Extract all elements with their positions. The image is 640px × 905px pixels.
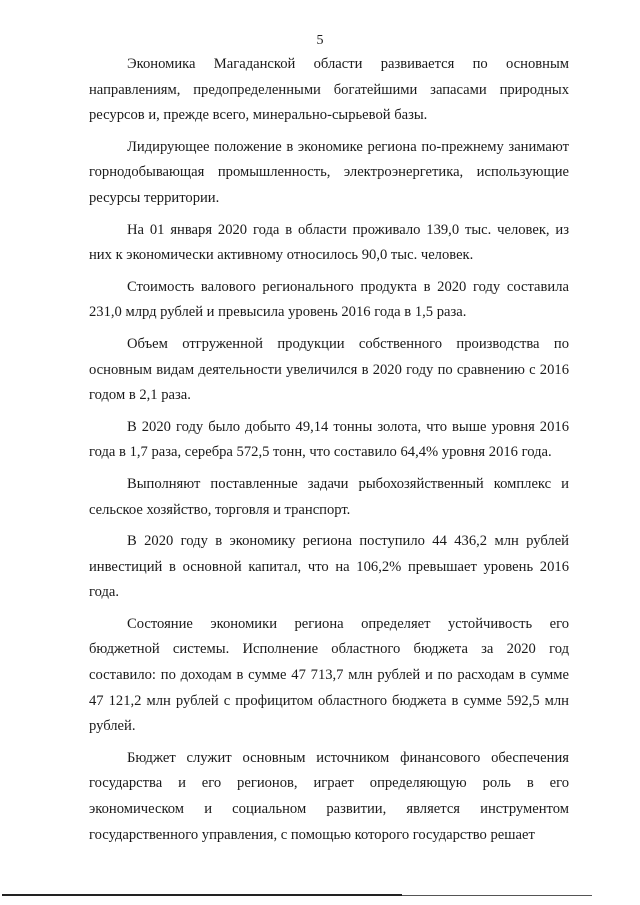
paragraph-other-sectors: Выполняют поставленные задачи рыбохозяйственный комплекс и сельское хозяйство, торговля и транспорт. [89,475,569,518]
paragraph-population: На 01 января 2020 года в области проживало 139,0 тыс. человек, из них к экономически активному относилось 90,0 тыс. человек. [89,221,569,264]
paragraph-leading-industries: Лидирующее положение в экономике региона по-прежнему занимают горнодобывающая промышленность, электроэнергетика, использующие ресурсы территории. [89,138,569,206]
page-bottom-rule-faint [402,895,592,896]
paragraph-investments: В 2020 году в экономику региона поступило 44 436,2 млн рублей инвестиций в основной капитал, что на 106,2% превышает уровень 2016 года. [89,533,569,601]
page-bottom-rule [2,894,402,896]
document-body [89,52,569,854]
paragraph-gold-silver: В 2020 году было добыто 49,14 тонны золота, что выше уровня 2016 года в 1,7 раза, серебра 572,5 тонн, что составило 64,4% уровня 2016 года. [89,418,569,461]
paragraph-budget-role: Бюджет служит основным источником финансового обеспечения государства и его регионов, играет определяющую роль в его экономическом и социальном развитии, является инструментом государственного управления, с помощью которого государство решает [89,749,569,843]
paragraph-economy-directions: Экономика Магаданской области развивается по основным направлениям, предопределенными богатейшими запасами природных ресурсов и, прежде всего, минерально-сырьевой базы. [89,56,569,124]
page-number: 5 [316,33,324,48]
paragraph-production-volume: Объем отгруженной продукции собственного производства по основным видам деятельности увеличился в 2020 году по сравнению с 2016 годом в 2,1 раза. [89,335,569,404]
paragraph-budget-execution: Состояние экономики региона определяет устойчивость его бюджетной системы. Исполнение областного бюджета за 2020 год составило: по доходам в сумме 47 713,7 млн рублей и по расходам в сумме 47 121,2 млн рублей с профицитом областного бюджета в сумме 592,5 млн рублей. [89,615,569,735]
paragraph-grp: Стоимость валового регионального продукта в 2020 году составила 231,0 млрд рублей и превысила уровень 2016 года в 1,5 раза. [89,278,569,321]
